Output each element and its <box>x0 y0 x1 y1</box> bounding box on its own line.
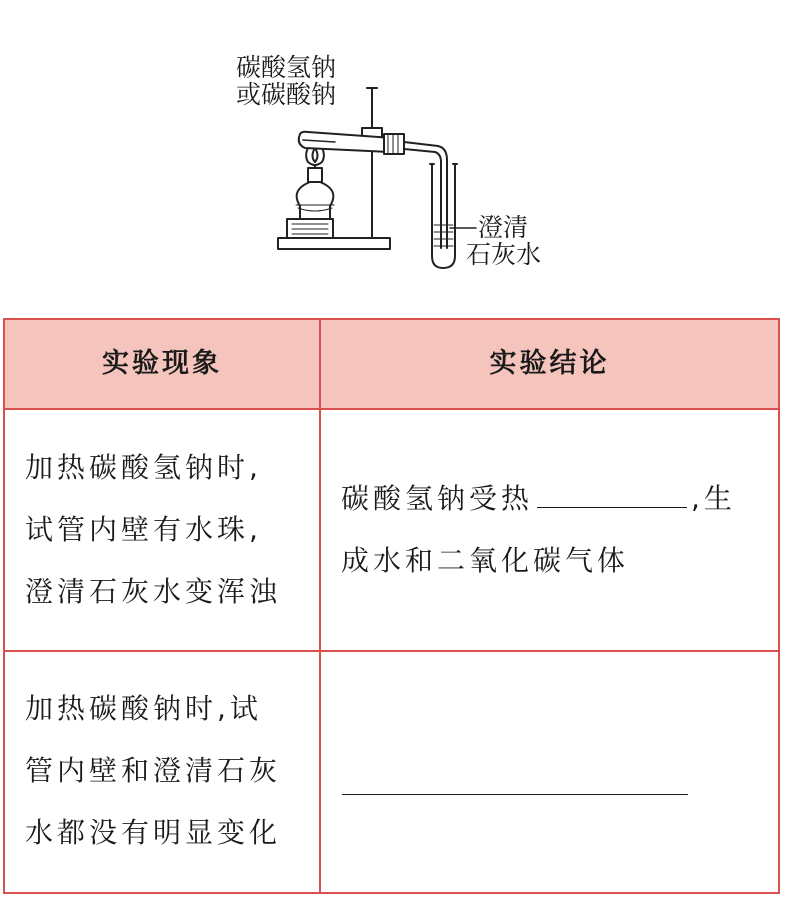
limewater-label-line-2: 石灰水 <box>466 240 542 269</box>
row1-phenomenon-line-3: 澄清石灰水变浑浊 <box>25 575 282 608</box>
limewater-label <box>466 214 541 268</box>
row1-conclusion-line-2: 成水和二氧化碳气体 <box>341 544 630 577</box>
row2-answer-blank[interactable] <box>342 794 688 795</box>
row2-phenomenon-line-1: 加热碳酸钠时,试 <box>25 692 262 725</box>
header-conclusion: 实验结论 <box>489 348 610 379</box>
apparatus-diagram <box>0 0 794 300</box>
row1-conclusion-text-a: 碳酸氢钠受热 <box>341 482 534 515</box>
limewater-tube <box>432 164 455 268</box>
sample-label-line-2: 或碳酸钠 <box>236 80 337 109</box>
row2-phenomenon <box>25 678 281 864</box>
row2-phenomenon-line-3: 水都没有明显变化 <box>25 816 282 849</box>
row1-answer-blank[interactable] <box>537 473 687 508</box>
experiment-table <box>3 318 780 894</box>
alcohol-lamp <box>297 182 334 219</box>
limewater-label-line-1: 澄清 <box>478 213 529 242</box>
stopper <box>384 134 404 154</box>
header-phenomenon: 实验现象 <box>102 348 222 379</box>
stand-base <box>278 238 390 249</box>
row2-phenomenon-line-2: 管内壁和澄清石灰 <box>25 754 282 787</box>
sample-label-line-1: 碳酸氢钠 <box>236 53 337 82</box>
row1-phenomenon-line-1: 加热碳酸氢钠时, <box>25 451 262 484</box>
row1-phenomenon <box>25 437 281 623</box>
row1-phenomenon-line-2: 试管内壁有水珠, <box>25 513 262 546</box>
sample-label <box>236 54 336 108</box>
row1-conclusion <box>341 468 736 592</box>
row1-conclusion-text-b: ,生 <box>691 482 736 515</box>
